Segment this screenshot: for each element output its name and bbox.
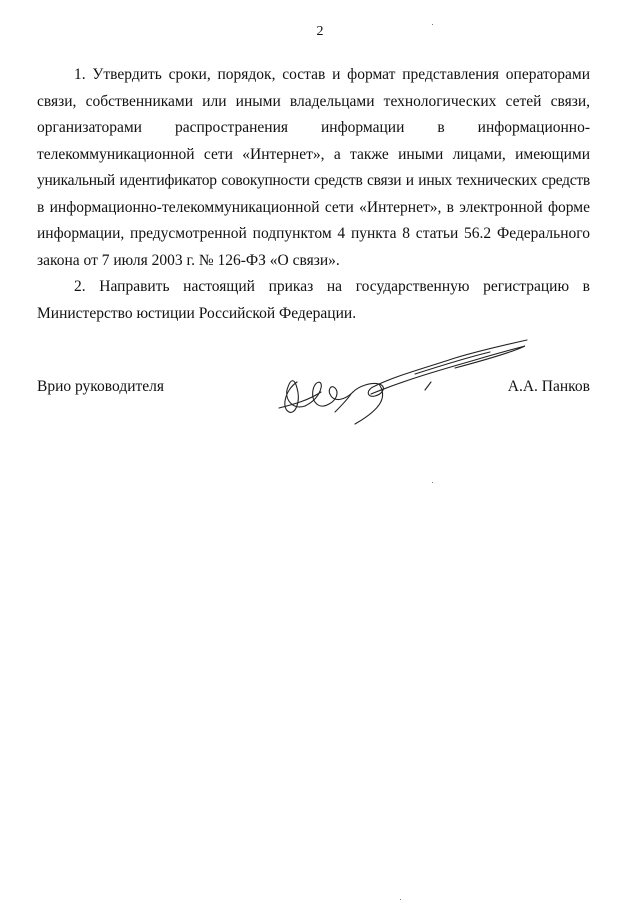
paragraph-line: уникальный идентификатор совокупности средств связи и иных технических средств [37,172,590,189]
document-body [37,62,590,327]
paragraph-line: телекоммуникационной сети «Интернет», а также иными лицами, имеющими [37,145,590,163]
scan-speck [432,482,433,483]
paragraph-line: 1. Утвердить сроки, порядок, состав и формат представления операторами [74,66,590,83]
paragraph-line: закона от 7 июля 2003 г. № 126-ФЗ «О связи». [37,251,340,269]
paragraph-line: в информационно-телекоммуникационной сети «Интернет», в электронной форме [37,198,590,216]
paragraph-2 [37,274,590,327]
paragraph-line: связи, собственниками или иными владельцами технологических сетей связи, [37,92,590,110]
handwritten-signature [275,330,535,430]
scan-speck [432,24,433,25]
paragraph-line: организаторами распространения информации в информационно- [37,119,590,136]
scan-speck [400,899,401,900]
signatory-name: А.А. Панков [507,378,590,395]
signatory-role: Врио руководителя [37,378,165,395]
paragraph-line: 2. Направить настоящий приказ на государственную регистрацию в [74,278,590,295]
paragraph-line: Министерство юстиции Российской Федерации. [37,304,357,322]
page-number: 2 [316,24,324,39]
paragraph-line: информации, предусмотренной подпунктом 4 пункта 8 статьи 56.2 Федерального [37,225,590,242]
paragraph-1 [37,62,590,274]
